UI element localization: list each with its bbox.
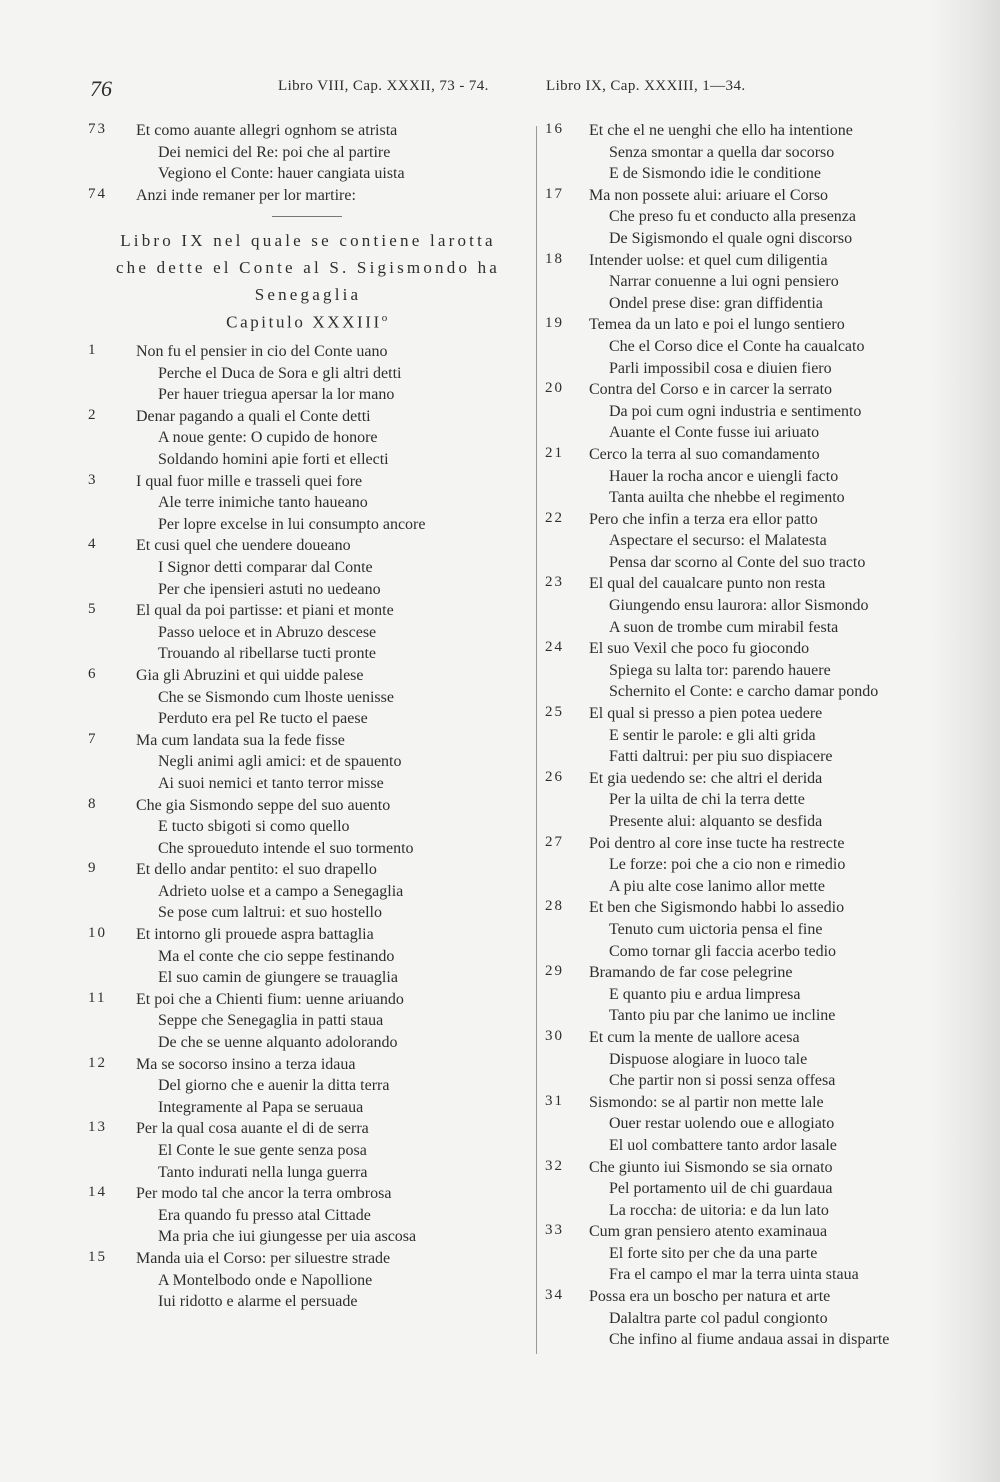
stanza-number: 9: [88, 860, 98, 877]
stanza-number: 18: [545, 250, 564, 267]
verse-line: Per la uilta de chi la terra dette: [609, 791, 805, 809]
verse-line: Cum gran pensiero atento examinaua: [589, 1223, 828, 1241]
verse-line: Per modo tal che ancor la terra ombrosa: [136, 1185, 392, 1203]
section-rule: [272, 216, 342, 217]
verse-line: Tenuto cum uictoria pensa el fine: [609, 920, 823, 938]
verse-line: Che se Sismondo cum lhoste uenisse: [158, 688, 394, 706]
left-stanzas: [88, 341, 528, 1313]
verse-line: Ai suoi nemici et tanto terror misse: [158, 774, 384, 792]
verse-line: Cerco la terra al suo comandamento: [589, 445, 820, 463]
verse-line: Et cusi quel che uendere doueano: [136, 537, 351, 555]
verse-line: Et dello andar pentito: el suo drapello: [136, 861, 377, 879]
stanza-number: 73: [88, 121, 107, 137]
stanza-number: 10: [88, 925, 107, 942]
verse-line: Schernito el Conte: e carcho damar pondo: [609, 683, 879, 701]
verse-line: Fatti daltrui: per piu suo dispiacere: [609, 748, 833, 766]
stanza: [88, 535, 528, 600]
verse-line: Ma el conte che cio seppe festinando: [158, 947, 395, 965]
stanza-number: 21: [545, 444, 564, 461]
right-stanzas: [545, 120, 965, 1351]
stanza: [545, 768, 965, 833]
stanza: [88, 406, 528, 471]
stanza-number: 17: [545, 185, 564, 202]
verse-line: Hauer la rocha ancor e uiengli facto: [609, 467, 839, 485]
verse-line: Bramando de far cose pelegrine: [589, 964, 793, 982]
verse-line: Trouando al ribellarse tucti pronte: [158, 645, 377, 663]
column-divider: [536, 126, 537, 1354]
stanza: [88, 185, 528, 207]
stanza-number: 2: [88, 406, 98, 423]
verse-line: Soldando homini apie forti et ellecti: [158, 451, 389, 468]
stanza: [545, 1092, 965, 1157]
stanza-number: 32: [545, 1157, 564, 1174]
verse-line: Aspectare el securso: el Malatesta: [609, 532, 827, 550]
verse-line: Spiega su lalta tor: parendo hauere: [609, 661, 831, 679]
verse-line: Como tornar gli faccia acerbo tedio: [609, 942, 837, 960]
verse-line: Se pose cum laltrui: et suo hostello: [158, 904, 382, 922]
verse-line: Dei nemici del Re: poi che al partire: [158, 143, 391, 161]
stanza: [88, 600, 528, 665]
stanza: [88, 471, 528, 536]
verse-line: E quanto piu e ardua limpresa: [609, 985, 801, 1003]
stanza: [545, 120, 965, 185]
verse-line: Denar pagando a quali el Conte detti: [136, 407, 371, 425]
stanza-number: 23: [545, 574, 564, 591]
verse-line: Del giorno che e auenir la ditta terra: [158, 1077, 390, 1095]
verse-line: Tanta auilta che nhebbe el regimento: [609, 489, 845, 507]
verse-line: Anzi inde remaner per lor martire:: [136, 186, 356, 204]
verse-line: Vegiono el Conte: hauer cangiata uista: [158, 165, 405, 183]
book-title-line: che dette el Conte al S. Sigismondo ha: [115, 258, 501, 278]
verse-line: Contra del Corso e in carcer la serrato: [589, 381, 833, 399]
verse-line: Tanto piu par che lanimo ue incline: [609, 1007, 836, 1025]
verse-line: Narrar conuenne a lui ogni pensiero: [609, 273, 839, 291]
verse-line: Pensa dar scorno al Conte del suo tracto: [609, 553, 866, 571]
stanza: [545, 509, 965, 574]
stanza-number: 74: [88, 185, 107, 202]
verse-line: I Signor detti comparar dal Conte: [158, 558, 373, 576]
verse-line: Tanto indurati nella lunga guerra: [158, 1163, 368, 1181]
verse-line: Che preso fu et conducto alla presenza: [609, 208, 857, 226]
stanza: [88, 859, 528, 924]
stanza-number: 20: [545, 380, 564, 397]
verse-line: El Conte le sue gente senza posa: [158, 1142, 367, 1159]
verse-line: Non fu el pensier in cio del Conte uano: [136, 343, 388, 361]
stanza: [545, 1221, 965, 1286]
stanza-number: 6: [88, 665, 98, 682]
verse-line: Seppe che Senegaglia in patti staua: [158, 1012, 384, 1030]
verse-line: Per hauer triegua apersar la lor mano: [158, 386, 395, 404]
verse-line: Et gia uedendo se: che altri el derida: [589, 769, 823, 787]
verse-line: El suo Vexil che poco fu giocondo: [589, 640, 810, 658]
stanza: [545, 444, 965, 509]
verse-line: Iui ridotto e alarme el persuade: [158, 1293, 358, 1311]
stanza-number: 33: [545, 1222, 564, 1239]
stanza: [545, 573, 965, 638]
verse-line: La roccha: de uitoria: e da lun lato: [609, 1201, 829, 1219]
stanza-number: 8: [88, 795, 98, 812]
stanza-number: 13: [88, 1119, 107, 1136]
stanza-number: 19: [545, 315, 564, 332]
verse-line: Et cum la mente de uallore acesa: [589, 1028, 800, 1046]
verse-line: Giungendo ensu laurora: allor Sismondo: [609, 597, 869, 615]
stanza-number: 16: [545, 121, 564, 137]
stanza: [545, 379, 965, 444]
stanza-number: 15: [88, 1248, 107, 1265]
stanza: [88, 1183, 528, 1248]
verse-line: Senza smontar a quella dar socorso: [609, 143, 835, 161]
running-head-right: Libro IX, Cap. XXXIII, 1—34.: [546, 78, 746, 94]
verse-line: Possa era un boscho per natura et arte: [589, 1288, 831, 1306]
verse-line: I qual fuor mille e trasseli quei fore: [136, 472, 363, 490]
stanza-number: 5: [88, 601, 98, 618]
verse-line: Integramente al Papa se seruaua: [158, 1098, 364, 1116]
verse-line: Et poi che a Chienti fium: uenne ariuando: [136, 990, 404, 1008]
verse-line: Da poi cum ogni industria e sentimento: [609, 402, 862, 420]
stanza-number: 29: [545, 963, 564, 980]
right-column: [545, 120, 965, 1351]
stanza: [88, 665, 528, 730]
stanza-number: 12: [88, 1054, 107, 1071]
stanza: [545, 250, 965, 315]
stanza: [545, 314, 965, 379]
verse-line: Passo ueloce et in Abruzo descese: [158, 623, 377, 641]
stanza: [545, 638, 965, 703]
stanza-number: 1: [88, 342, 98, 359]
verse-line: Ale terre inimiche tanto haueano: [158, 494, 368, 512]
page-header: [0, 70, 1000, 106]
verse-line: Pero che infin a terza era ellor patto: [589, 510, 818, 528]
chapter-title-text: Capitulo XXXIII: [226, 313, 382, 333]
verse-line: De Sigismondo el quale ogni discorso: [609, 229, 853, 247]
stanza: [545, 1027, 965, 1092]
verse-line: De che se uenne alquanto adolorando: [158, 1034, 398, 1052]
stanza: [88, 730, 528, 795]
verse-line: Fra el campo el mar la terra uinta staua: [609, 1266, 859, 1284]
stanza: [88, 924, 528, 989]
verse-line: El forte sito per che da una parte: [609, 1244, 818, 1262]
verse-line: Che el Corso dice el Conte ha caualcato: [609, 337, 865, 355]
verse-line: Che infino al fiume andaua assai in disparte: [609, 1331, 890, 1349]
stanza-number: 25: [545, 704, 564, 721]
stanza-number: 28: [545, 898, 564, 915]
verse-line: El qual si presso a pien potea uedere: [589, 705, 823, 723]
verse-line: El uol combattere tanto ardor lasale: [609, 1136, 837, 1154]
verse-line: El qual del caualcare punto non resta: [589, 575, 826, 593]
verse-line: Ouer restar uolendo oue e allogiato: [609, 1115, 835, 1133]
verse-line: Ma se socorso insino a terza idaua: [136, 1055, 356, 1073]
verse-line: Adrieto uolse et a campo a Senegaglia: [158, 882, 404, 900]
stanza-number: 34: [545, 1287, 564, 1304]
stanza: [88, 1248, 528, 1313]
stanza: [88, 1118, 528, 1183]
stanza-number: 30: [545, 1027, 564, 1044]
verse-line: Sismondo: se al partir non mette lale: [589, 1093, 824, 1111]
stanza-number: 27: [545, 833, 564, 850]
stanza-number: 11: [88, 989, 107, 1006]
stanza-number: 4: [88, 536, 98, 553]
stanza: [545, 833, 965, 898]
chapter-title-superscript: o: [381, 312, 390, 325]
verse-line: Per lopre excelse in lui consumpto ancore: [158, 515, 426, 533]
verse-line: Che giunto iui Sismondo se sia ornato: [589, 1158, 833, 1176]
stanza: [88, 341, 528, 406]
verse-line: Et che el ne uenghi che ello ha intentione: [589, 122, 853, 139]
verse-line: Temea da un lato e poi el lungo sentiero: [589, 316, 845, 334]
verse-line: Dispuose alogiare in luoco tale: [609, 1050, 808, 1068]
verse-line: A suon de trombe cum mirabil festa: [609, 618, 839, 636]
stanza: [545, 962, 965, 1027]
stanza: [88, 989, 528, 1054]
verse-line: Ma non possete alui: ariuare el Corso: [589, 186, 829, 204]
verse-line: Che sproueduto intende el suo tormento: [158, 839, 414, 857]
stanza-number: 14: [88, 1184, 107, 1201]
verse-line: Negli animi agli amici: et de spauento: [158, 753, 402, 771]
verse-line: Presente alui: alquanto se desfida: [609, 813, 823, 830]
verse-line: Auante el Conte fusse iui ariuato: [609, 424, 820, 442]
verse-line: Ondel prese dise: gran diffidentia: [609, 294, 823, 312]
verse-line: Che gia Sismondo seppe del suo auento: [136, 796, 391, 814]
stanza-number: 26: [545, 768, 564, 785]
book-title: [88, 227, 528, 308]
verse-line: Gia gli Abruzini et qui uidde palese: [136, 666, 364, 684]
book-title-line: Libro IX nel quale se contiene larotta: [120, 231, 496, 251]
verse-line: Manda uia el Corso: per siluestre strade: [136, 1249, 391, 1267]
stanza: [545, 185, 965, 250]
verse-line: E tucto sbigoti si como quello: [158, 818, 350, 836]
verse-line: Intender uolse: et quel cum diligentia: [589, 251, 828, 269]
stanza-number: 3: [88, 471, 98, 488]
verse-line: Per che ipensieri astuti no uedeano: [158, 580, 381, 598]
stanza-number: 22: [545, 509, 564, 526]
stanza: [545, 1157, 965, 1222]
verse-line: Era quando fu presso atal Cittade: [158, 1206, 371, 1224]
verse-line: Et ben che Sigismondo habbi lo assedio: [589, 899, 845, 917]
stanza: [88, 795, 528, 860]
verse-line: A Montelbodo onde e Napollione: [158, 1271, 373, 1289]
verse-line: E sentir le parole: e gli alti grida: [609, 726, 816, 744]
verse-line: El qual da poi partisse: et piani et monte: [136, 602, 394, 620]
stanza: [88, 1054, 528, 1119]
verse-line: Ma pria che iui giungesse per uia ascosa: [158, 1228, 417, 1246]
chapter-title: [82, 312, 534, 333]
verse-line: Poi dentro al core inse tucte ha restrecte: [589, 834, 845, 852]
verse-line: Ma cum landata sua la fede fisse: [136, 731, 345, 749]
stanza: [545, 1286, 965, 1351]
running-head-left: Libro VIII, Cap. XXXII, 73 - 74.: [278, 78, 489, 94]
verse-line: Perche el Duca de Sora e gli altri detti: [158, 364, 402, 382]
stanza: [545, 703, 965, 768]
page-number: 76: [90, 76, 112, 101]
stanza-number: 7: [88, 730, 98, 747]
verse-line: Dalaltra parte col padul congionto: [609, 1309, 828, 1327]
verse-line: Che partir non si possi senza offesa: [609, 1072, 836, 1090]
verse-line: Le forze: poi che a cio non e rimedio: [609, 856, 846, 874]
verse-line: Et como auante allegri ognhom se atrista: [136, 122, 398, 139]
stanza-number: 31: [545, 1092, 564, 1109]
verse-line: Per la qual cosa auante el di de serra: [136, 1120, 369, 1138]
stanza: [545, 897, 965, 962]
verse-line: El suo camin de giungere se trauaglia: [158, 969, 398, 987]
verse-line: Pel portamento uil de chi guardaua: [609, 1180, 833, 1198]
verse-line: E de Sismondo idie le conditione: [609, 165, 821, 183]
prior-stanzas: [88, 120, 528, 206]
verse-line: Parli impossibil cosa e diuien fiero: [609, 359, 832, 377]
verse-line: Et intorno gli prouede aspra battaglia: [136, 926, 374, 944]
stanza-number: 24: [545, 639, 564, 656]
book-title-line: Senegaglia: [254, 285, 362, 305]
verse-line: A piu alte cose lanimo allor mette: [609, 877, 825, 895]
stanza: [88, 120, 528, 185]
verse-line: A noue gente: O cupido de honore: [158, 429, 378, 447]
left-column: [88, 120, 528, 1313]
verse-line: Perduto era pel Re tucto el paese: [158, 710, 368, 728]
